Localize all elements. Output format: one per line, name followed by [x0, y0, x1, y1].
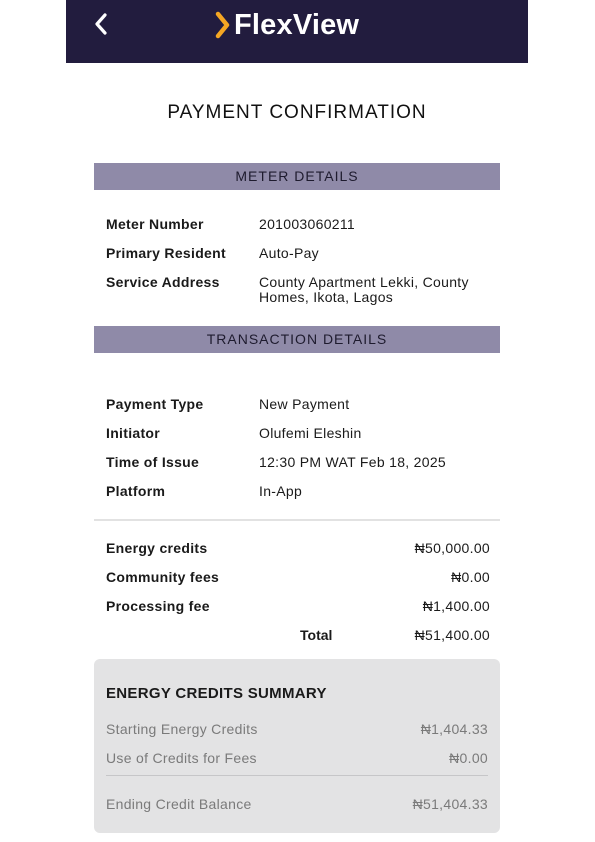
summary-amount: ₦0.00 [449, 750, 488, 766]
charge-amount: ₦50,000.00 [414, 540, 490, 556]
row-label: Time of Issue [106, 454, 200, 470]
summary-divider [106, 775, 488, 776]
summary-label: Starting Energy Credits [106, 721, 258, 737]
summary-title: ENERGY CREDITS SUMMARY [106, 685, 327, 702]
row-label: Payment Type [106, 396, 204, 412]
row-label: Platform [106, 483, 166, 499]
row-label: Meter Number [106, 216, 204, 232]
page-title: PAYMENT CONFIRMATION [167, 102, 427, 123]
summary-label: Ending Credit Balance [106, 796, 252, 812]
chevron-left-icon [88, 10, 116, 38]
starting-credits-row [106, 721, 488, 737]
ending-balance-row [106, 796, 488, 812]
meter-details-heading: METER DETAILS [94, 163, 500, 190]
total-label: Total [300, 627, 333, 643]
total-amount: ₦51,400.00 [414, 627, 490, 643]
charge-label: Community fees [106, 569, 220, 585]
row-label: Initiator [106, 425, 161, 441]
brand-logo [214, 8, 359, 42]
section-divider [94, 519, 500, 521]
back-button[interactable] [88, 10, 116, 38]
transaction-details-heading: TRANSACTION DETAILS [94, 326, 500, 353]
row-value: 12:30 PM WAT Feb 18, 2025 [259, 454, 447, 470]
brand-name: FlexView [234, 8, 360, 41]
charge-amount: ₦1,400.00 [422, 598, 490, 614]
credits-for-fees-row [106, 750, 488, 766]
app-header [66, 0, 528, 63]
charge-label: Energy credits [106, 540, 208, 556]
row-value: New Payment [259, 396, 350, 412]
payment-confirmation-page [66, 0, 528, 842]
row-value: Auto-Pay [259, 245, 319, 261]
summary-amount: ₦51,404.33 [412, 796, 488, 812]
charge-label: Processing fee [106, 598, 210, 614]
energy-credits-summary-card [94, 659, 500, 833]
charge-amount: ₦0.00 [451, 569, 490, 585]
summary-amount: ₦1,404.33 [420, 721, 488, 737]
row-value: 201003060211 [259, 216, 355, 232]
row-value: In-App [259, 483, 303, 499]
chevron-right-icon [214, 10, 232, 40]
row-value: Olufemi Eleshin [259, 425, 362, 441]
row-value: County Apartment Lekki, County Homes, Ikota, Lagos [259, 274, 469, 305]
row-label: Primary Resident [106, 245, 226, 261]
summary-label: Use of Credits for Fees [106, 750, 257, 766]
row-label: Service Address [106, 274, 220, 290]
